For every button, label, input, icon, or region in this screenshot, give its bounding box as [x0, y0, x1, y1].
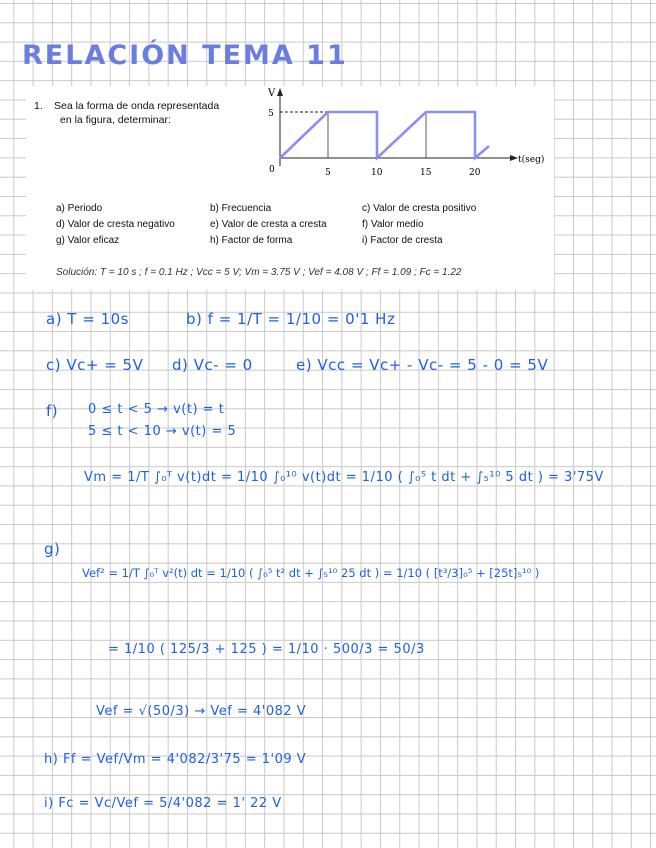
answer-g-line-3: Vef = √(50/3) → Vef = 4'082 V — [96, 704, 307, 719]
answer-i: i) Fc = Vc/Vef = 5/4'082 = 1' 22 V — [44, 796, 282, 811]
option-a: a) Periodo — [56, 203, 103, 214]
x-tick-20: 20 — [469, 168, 481, 178]
option-d: d) Valor de cresta negativo — [56, 219, 175, 230]
answer-b: b) f = 1/T = 1/10 = 0'1 Hz — [186, 310, 396, 328]
answer-g-line-2: = 1/10 ( 125/3 + 125 ) = 1/10 · 500/3 = 50/3 — [108, 642, 425, 657]
option-e: e) Valor de cresta a cresta — [210, 219, 327, 230]
answer-a: a) T = 10s — [46, 310, 129, 328]
answer-g-label: g) — [44, 540, 61, 558]
x-tick-5: 5 — [325, 168, 331, 178]
statement-line-2: en la figura, determinar: — [60, 114, 171, 126]
option-g: g) Valor eficaz — [56, 235, 120, 246]
answer-f-label: f) — [46, 402, 59, 420]
option-f: f) Valor medio — [362, 219, 424, 230]
problem-number: 1. — [34, 100, 43, 112]
problem-box — [26, 86, 554, 290]
answer-c: c) Vc+ = 5V — [46, 356, 144, 374]
x-tick-15: 15 — [420, 168, 432, 178]
answer-f-mean-value: Vm = 1/T ∫₀ᵀ v(t)dt = 1/10 ∫₀¹⁰ v(t)dt = 1/10 ( ∫₀⁵ t dt + ∫₅¹⁰ 5 dt ) = 3'75V — [84, 470, 604, 485]
waveform-graph — [254, 86, 554, 186]
origin-label: 0 — [269, 165, 275, 175]
answer-h: h) Ff = Vef/Vm = 4'082/3'75 = 1'09 V — [44, 752, 307, 767]
option-h: h) Factor de forma — [210, 235, 293, 246]
answer-e: e) Vcc = Vc+ - Vc- = 5 - 0 = 5V — [296, 356, 549, 374]
option-c: c) Valor de cresta positivo — [362, 203, 477, 214]
answer-g-line-1: Vef² = 1/T ∫₀ᵀ v²(t) dt = 1/10 ( ∫₀⁵ t² dt + ∫₅¹⁰ 25 dt ) = 1/10 ( [t³/3]₀⁵ + [25t]₅¹⁰ ) — [82, 566, 540, 580]
answer-f-case-2: 5 ≤ t < 10 → v(t) = 5 — [88, 424, 237, 439]
y-tick-5: 5 — [268, 109, 274, 119]
option-b: b) Frecuencia — [210, 203, 272, 214]
x-axis-arrow — [510, 155, 518, 161]
waveform-line — [280, 112, 489, 158]
option-i: i) Factor de cresta — [362, 235, 443, 246]
page-title: RELACIÓN TEMA 11 — [22, 40, 348, 71]
statement-line-1: Sea la forma de onda representada — [54, 100, 220, 112]
answer-f-case-1: 0 ≤ t < 5 → v(t) = t — [88, 402, 225, 417]
solution-line: Solución: T = 10 s ; f = 0.1 Hz ; Vcc = 5 V; Vm = 3.75 V ; Vef = 4.08 V ; Ff = 1.09 ; Fc = 1.22 — [56, 267, 462, 278]
y-axis-label: V — [268, 88, 276, 99]
y-axis-arrow — [277, 88, 283, 96]
answer-d: d) Vc- = 0 — [172, 356, 253, 374]
x-axis-label: t(seg) — [518, 155, 545, 165]
x-tick-10: 10 — [371, 168, 383, 178]
